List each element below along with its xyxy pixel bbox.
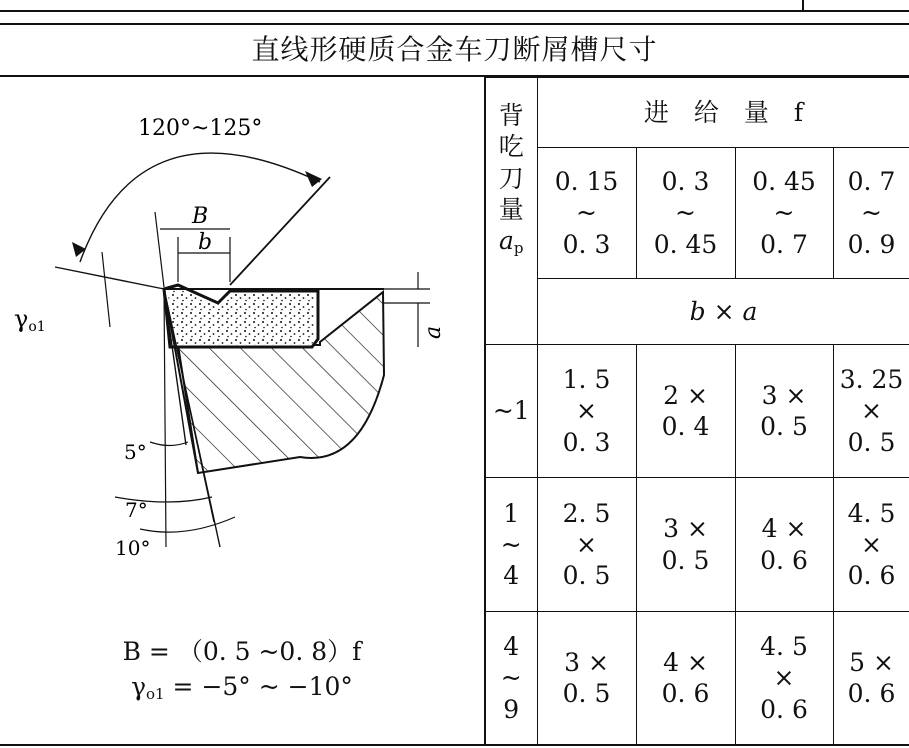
feed-range: 0. 15 ~ 0. 3 — [537, 148, 636, 279]
depth-cell: 4 ~ 9 — [485, 612, 537, 745]
rake-angle-label: γo1 — [14, 305, 46, 335]
depth-cell: ~1 — [485, 345, 537, 478]
title-bar — [0, 23, 909, 77]
dimension-B-label: B — [192, 204, 209, 229]
feed-range: 0. 3 ~ 0. 45 — [636, 148, 735, 279]
value-cell: 4 × 0. 6 — [636, 612, 735, 745]
value-cell: 3 × 0. 5 — [537, 612, 636, 745]
dimension-b-label: b — [198, 230, 213, 255]
angle-7-label: 7° — [125, 498, 148, 522]
value-cell: 2 × 0. 4 — [636, 345, 735, 478]
chip-groove-table — [484, 77, 909, 745]
table-row — [485, 345, 909, 478]
formula-gamma: $\gamma_{o1} = -5^\circ$ ~ −10° — [131, 672, 353, 703]
value-cell: 4 × 0. 6 — [735, 478, 833, 612]
top-rule-tick — [802, 0, 804, 10]
value-header: b × a — [537, 279, 909, 345]
bottom-rule — [0, 744, 909, 746]
value-cell: 3 × 0. 5 — [636, 478, 735, 612]
table-row — [485, 612, 909, 745]
value-cell: 1. 5 × 0. 3 — [537, 345, 636, 478]
feed-header: 进 给 量 f — [537, 78, 909, 148]
value-cell: 2. 5 × 0. 5 — [537, 478, 636, 612]
top-rule — [0, 10, 909, 12]
value-cell: 4. 5 × 0. 6 — [833, 478, 909, 612]
value-cell: 3 × 0. 5 — [735, 345, 833, 478]
feed-range: 0. 7 ~ 0. 9 — [833, 148, 909, 279]
depth-header: 背 吃 刀 量 $a_p$ — [485, 78, 537, 345]
value-cell: 4. 5 × 0. 6 — [735, 612, 833, 745]
angle-label: 120°~125° — [138, 116, 263, 141]
formula-B: B = （0. 5 ~0. 8）f — [122, 637, 362, 666]
value-cell: 5 × 0. 6 — [833, 612, 909, 745]
depth-cell: 1 ~ 4 — [485, 478, 537, 612]
dimension-a-label: a — [421, 325, 446, 339]
cutter-figure — [0, 77, 484, 744]
table-title: 直线形硬质合金车刀断屑槽尺寸 — [251, 33, 658, 66]
angle-5-label: 5° — [124, 440, 147, 464]
angle-10-label: 10° — [115, 536, 151, 560]
table-row — [485, 478, 909, 612]
value-cell: 3. 25 × 0. 5 — [833, 345, 909, 478]
feed-range: 0. 45 ~ 0. 7 — [735, 148, 833, 279]
